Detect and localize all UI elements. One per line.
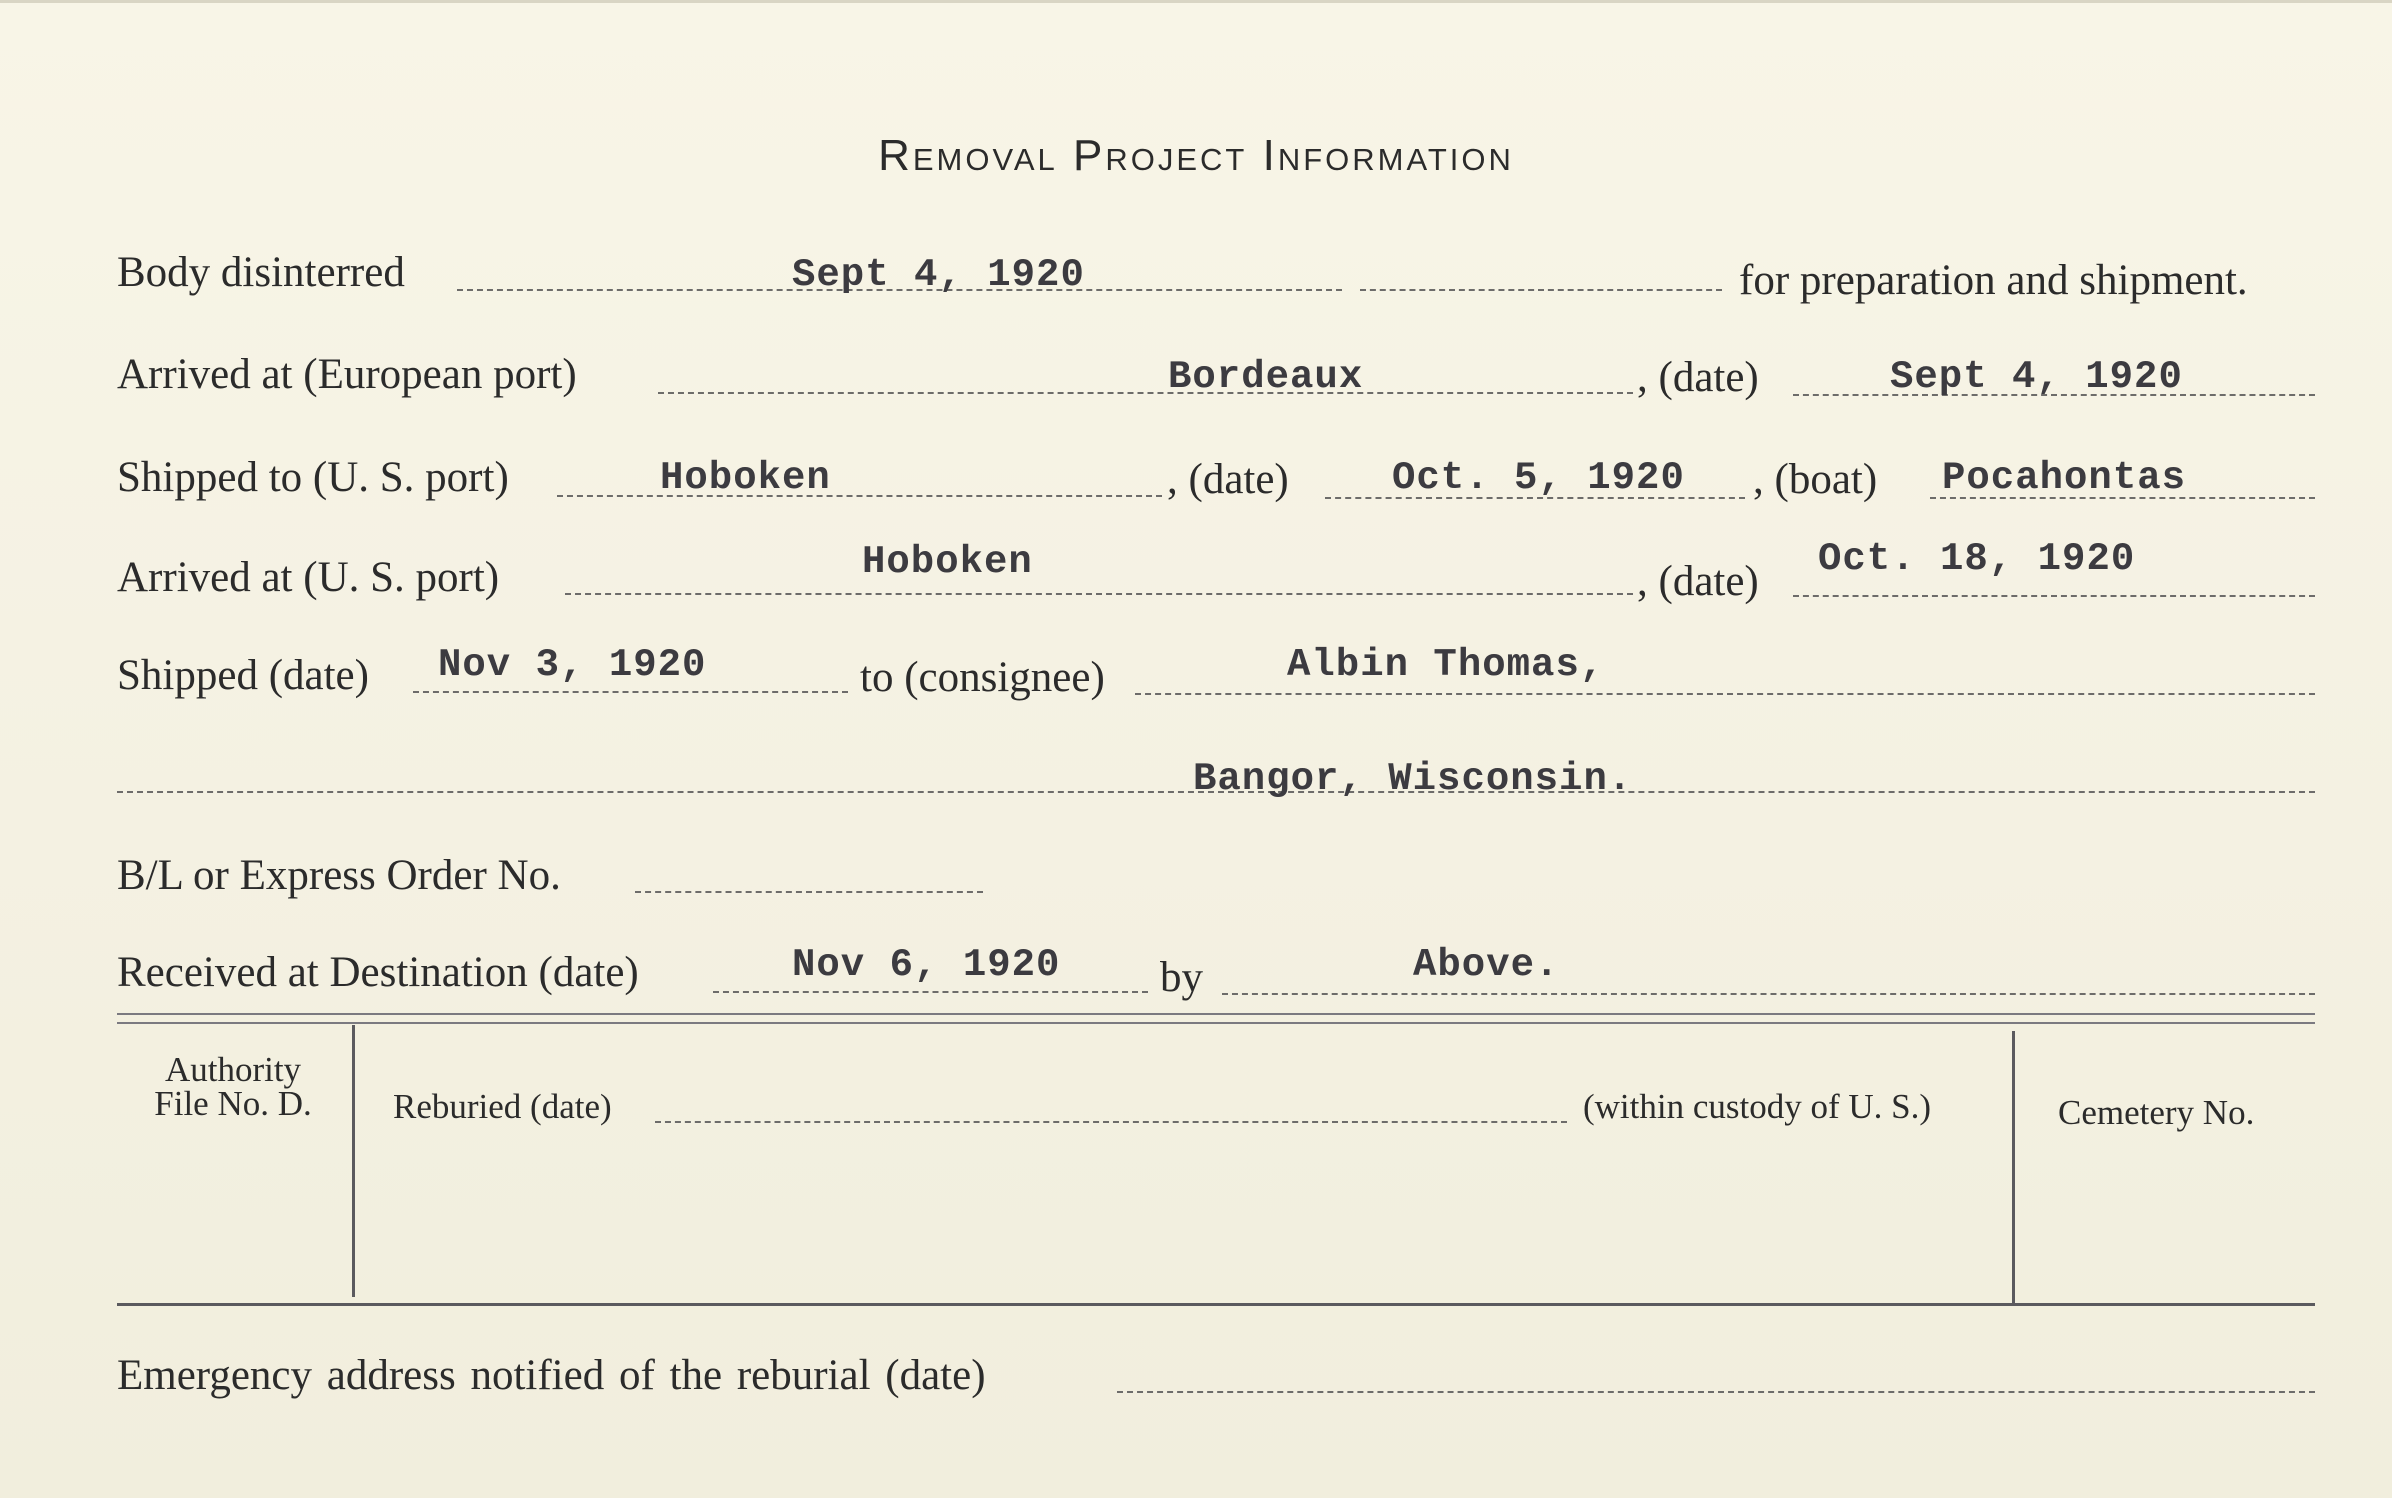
consignee-line <box>1135 693 2315 695</box>
arrived-us-port-line <box>565 593 1633 595</box>
arrived-european-label: Arrived at (European port) <box>117 351 577 398</box>
emergency-line[interactable] <box>1117 1391 2315 1393</box>
authority-label-line1: Authority <box>164 1050 302 1089</box>
arrived-us-date-value[interactable]: Oct. 18, 1920 <box>1818 537 2136 581</box>
box-top-rule-2 <box>117 1022 2315 1024</box>
disinterred-suffix: for preparation and shipment. <box>1739 257 2248 304</box>
disinterred-line-2 <box>1360 289 1722 291</box>
cemetery-label: Cemetery No. <box>2058 1093 2255 1132</box>
reburied-line[interactable] <box>655 1121 1567 1123</box>
received-by-label: by <box>1160 954 1203 1001</box>
shipped-date-line <box>413 691 848 693</box>
shipped-us-boat-label: , (boat) <box>1753 456 1878 503</box>
received-by-line <box>1222 993 2315 995</box>
received-date-line <box>713 991 1148 993</box>
shipped-us-label: Shipped to (U. S. port) <box>117 454 509 501</box>
authority-file-label <box>117 1050 349 1123</box>
received-by-value[interactable]: Above. <box>1413 943 1560 987</box>
custody-label: (within custody of U. S.) <box>1583 1087 1932 1126</box>
consignee-address-value[interactable]: Bangor, Wisconsin. <box>1193 757 1633 801</box>
arrived-european-port-value[interactable]: Bordeaux <box>1168 355 1364 399</box>
page-title: Removal Project Information <box>878 131 1514 180</box>
authority-label-line2: File No. D. <box>154 1084 312 1123</box>
shipped-us-date-label: , (date) <box>1167 456 1289 503</box>
arrived-european-port-line <box>658 392 1633 394</box>
consignee-value[interactable]: Albin Thomas, <box>1287 643 1605 687</box>
reburied-label: Reburied (date) <box>393 1087 612 1126</box>
box-bottom-rule <box>117 1303 2315 1306</box>
shipped-us-port-line <box>557 495 1162 497</box>
shipped-us-date-value[interactable]: Oct. 5, 1920 <box>1392 456 1685 500</box>
bl-label: B/L or Express Order No. <box>117 852 561 899</box>
disinterred-date-value[interactable]: Sept 4, 1920 <box>792 253 1085 297</box>
received-date-value[interactable]: Nov 6, 1920 <box>792 943 1061 987</box>
bl-line[interactable] <box>635 891 983 893</box>
arrived-european-date-value[interactable]: Sept 4, 1920 <box>1890 355 2183 399</box>
emergency-label: Emergency address notified of the reburial (date) <box>117 1352 986 1399</box>
received-label: Received at Destination (date) <box>117 949 639 996</box>
shipped-us-boat-value[interactable]: Pocahontas <box>1942 456 2187 500</box>
shipped-us-port-value[interactable]: Hoboken <box>660 456 831 500</box>
box-divider-right <box>2012 1031 2015 1303</box>
arrived-us-date-line <box>1793 595 2315 597</box>
arrived-european-date-label: , (date) <box>1637 354 1759 401</box>
box-top-rule-1 <box>117 1013 2315 1015</box>
disinterred-label: Body disinterred <box>117 249 405 296</box>
shipped-date-label: Shipped (date) <box>117 652 369 699</box>
box-divider-left <box>352 1025 355 1297</box>
arrived-us-label: Arrived at (U. S. port) <box>117 554 500 601</box>
arrived-us-date-label: , (date) <box>1637 558 1759 605</box>
shipped-date-value[interactable]: Nov 3, 1920 <box>438 643 707 687</box>
arrived-us-port-value[interactable]: Hoboken <box>862 540 1033 584</box>
consignee-label: to (consignee) <box>860 654 1105 701</box>
